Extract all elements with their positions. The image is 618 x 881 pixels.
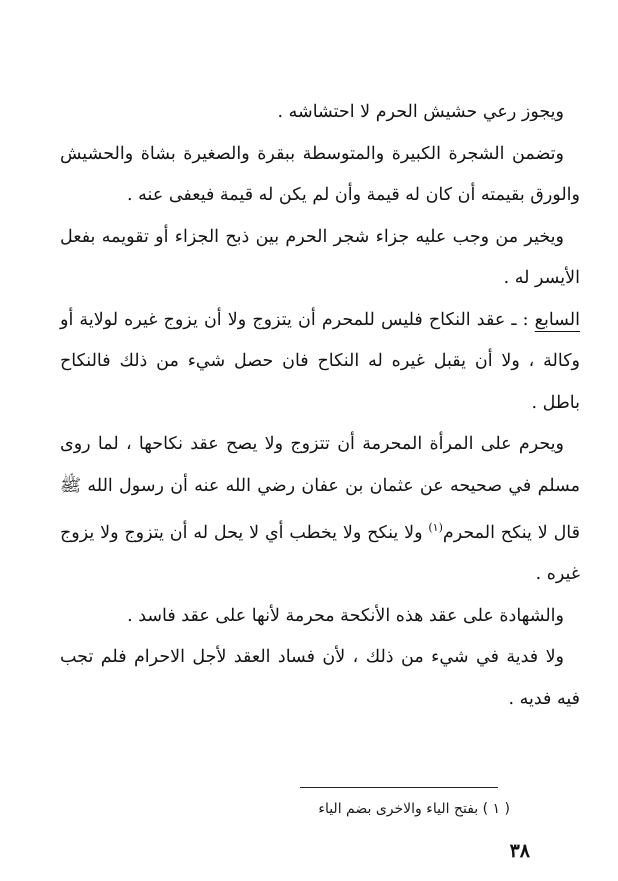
hadith-text: ويحرم على المرأة المحرمة أن تتزوج ولا يصح عقد نكاحها ، لما روى مسلم في صحيحه عن عثمان بن عفان رضي الله عنه أن رسول الله ﷺ قال لا ينكح المحرم: [60, 434, 580, 543]
paragraph-seventh: [60, 300, 580, 425]
page-number: ٣٨: [509, 840, 530, 862]
paragraph-tree-compensation: وتضمن الشجرة الكبيرة والمتوسطة ببقرة والصغيرة بشاة والحشيش والورق بقيمته أن كان له قيمة وأن لم يكن له قيمة فيعفى عنه .: [60, 143, 580, 205]
paragraph-grazing: ويجوز رعي حشيش الحرم لا احتشاشه .: [277, 102, 564, 122]
footnote-divider: [300, 787, 498, 788]
paragraph-fidya: ولا فدية في شيء من ذلك ، لأن فساد العقد لأجل الاحرام فلم تجب فيه فديه .: [60, 647, 580, 709]
hadith-text-continued: ولا ينكح ولا يخطب أي لا يحل له أن يتزوج ولا يزوج غيره .: [60, 522, 580, 585]
footnote-reference: (١): [428, 521, 443, 534]
main-text: [60, 92, 580, 720]
paragraph-choice: ويخير من وجب عليه جزاء شجر الحرم بين ذبح الجزاء أو تقويمه بفعل الأيسر له .: [60, 226, 580, 288]
section-body: : ـ عقد النكاح فليس للمحرم أن يتزوج ولا أن يزوج غيره لولاية أو وكالة ، ولا أن يقبل غيره له النكاح فان حصل شيء من ذلك فالنكاح باطل .: [60, 309, 580, 413]
paragraph-woman-marriage: [60, 424, 580, 596]
footnote: ( ١ ) بفتح الياء والاخرى بضم الياء: [318, 801, 510, 817]
section-heading: السابع: [534, 309, 580, 330]
paragraph-witness: والشهادة على عقد هذه الأنكحة محرمة لأنها على عقد فاسد .: [127, 605, 564, 626]
